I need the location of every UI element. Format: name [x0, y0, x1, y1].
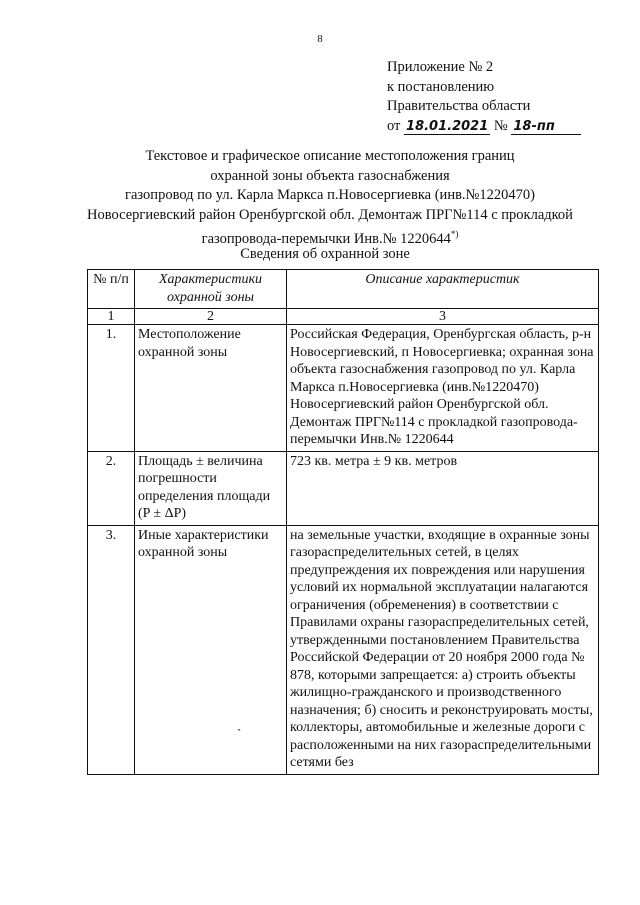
column-number-2: 2	[135, 309, 287, 325]
row-characteristic: Иные характеристики охранной зоны	[135, 525, 287, 774]
page-number: 8	[317, 33, 323, 45]
table-row	[88, 525, 599, 774]
row-characteristic: Местоположение охранной зоны	[135, 325, 287, 452]
from-label: от	[387, 117, 401, 134]
table-row	[88, 325, 599, 452]
number-label: №	[493, 117, 508, 134]
title-line-3: газопровод по ул. Карла Маркса п.Новосергиевка (инв.№1220470)	[125, 187, 535, 203]
handwritten-date: 18.01.2021	[406, 118, 489, 134]
section-subtitle: Сведения об охранной зоне	[240, 246, 410, 262]
column-number-1: 1	[88, 309, 135, 325]
column-number-3: 3	[287, 309, 599, 325]
row-characteristic: Площадь ± величина погрешности определения площади (P ± ΔP)	[135, 451, 287, 525]
appendix-line-2: к постановлению	[387, 78, 495, 95]
protection-zone-table	[87, 269, 599, 775]
appendix-block	[387, 58, 581, 136]
row-num: 1.	[88, 325, 135, 452]
document-title	[60, 147, 600, 249]
title-line-5-text: газопровода-перемычки Инв.№ 1220644	[201, 230, 451, 247]
row-description: 723 кв. метра ± 9 кв. метров	[287, 451, 599, 525]
column-number-row	[88, 309, 599, 325]
footnote-mark: *)	[450, 229, 459, 239]
title-line-2: охранной зоны объекта газоснабжения	[210, 167, 450, 184]
table-row	[88, 451, 599, 525]
appendix-date-line	[387, 117, 581, 137]
header-num: № п/п	[88, 270, 135, 309]
row-description: на земельные участки, входящие в охранные зоны газораспределительных сетей, в целях предупреждения их повреждения или нарушения условий их нормальной эксплуатации налагаются ограничения (обременения) в соответствии с Правилами охраны газораспределительных сетей, утвержденными постановлением Правительства Российской Федерации от 20 ноября 2000 года № 878, которыми запрещается: а) строить объекты жилищно-гражданского и производственного назначения; б) сносить и реконструировать мосты, коллекторы, автомобильные и железные дороги с расположенными на них газораспределительными сетями без	[287, 525, 599, 774]
appendix-line-3: Правительства области	[387, 98, 531, 114]
row-num: 2.	[88, 451, 135, 525]
appendix-line-1: Приложение № 2	[387, 59, 494, 75]
header-description: Описание характеристик	[287, 270, 599, 309]
header-characteristic: Характеристики охранной зоны	[135, 270, 287, 309]
title-line-4: Новосергиевский район Оренбургской обл. Демонтаж ПРГ№114 с прокладкой	[87, 206, 573, 223]
title-line-1: Текстовое и графическое описание местоположения границ	[145, 148, 515, 164]
row-num: 3.	[88, 525, 135, 774]
row-description: Российская Федерация, Оренбургская область, р-н Новосергиевский, п Новосергиевка; охранная зона объекта газоснабжения газопровод по ул. Карла Маркса п.Новосергиевка (инв.№1220470) Новосергиевский район Оренбургской обл. Демонтаж ПРГ№114 с прокладкой газопровода-перемычки Инв.№ 1220644	[287, 325, 599, 452]
handwritten-number: 18-пп	[511, 119, 581, 135]
table-header-row	[88, 270, 599, 309]
stray-mark: `	[237, 726, 242, 741]
